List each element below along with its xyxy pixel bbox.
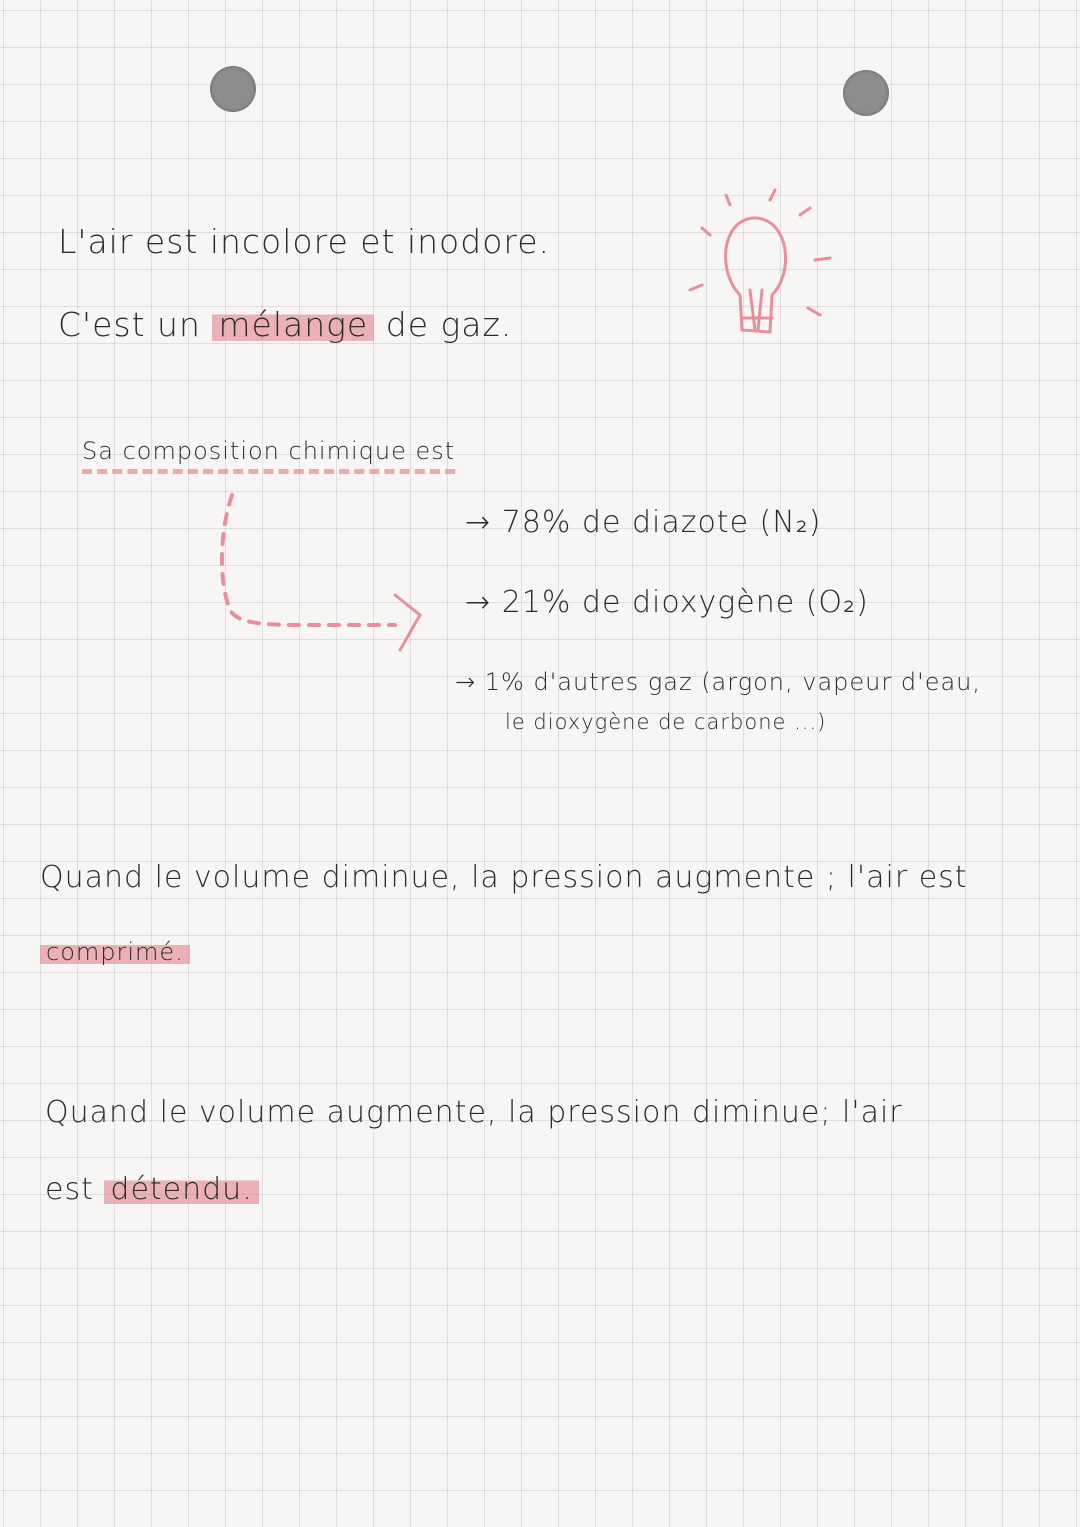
composition-item-2: [465, 585, 869, 620]
expansion-line: Quand le volume augmente, la pression diminue; l'air: [45, 1095, 903, 1130]
composition-heading: Sa composition chimique est: [82, 437, 455, 474]
compression-highlight-line: [40, 938, 190, 966]
arrow-right-icon: →: [465, 505, 492, 540]
composition-item-3-continued: le dioxygène de carbone ...): [505, 710, 827, 734]
highlight-melange: mélange: [212, 305, 374, 344]
arrow-right-icon: →: [455, 668, 477, 696]
composition-value-diazote: 78% de diazote (N₂): [501, 505, 822, 540]
composition-value-autres: 1% d'autres gaz (argon, vapeur d'eau,: [484, 668, 982, 696]
expansion-line-2: [45, 1172, 259, 1207]
composition-item-3: [455, 668, 981, 696]
intro-line-2-after: de gaz.: [385, 305, 513, 344]
lightbulb-icon: [680, 190, 860, 370]
binder-hole-left: [210, 66, 256, 112]
arrow-right-icon: →: [465, 585, 492, 620]
composition-item-1: [465, 505, 821, 540]
compression-line: Quand le volume diminue, la pression augmente ; l'air est: [40, 860, 968, 895]
expansion-before: est: [45, 1172, 94, 1207]
intro-line-2-before: C'est un: [58, 305, 201, 344]
intro-line-1: L'air est incolore et inodore.: [58, 222, 551, 261]
highlight-comprime: comprimé.: [40, 938, 190, 966]
intro-line-2: [58, 305, 512, 344]
composition-value-dioxygene: 21% de dioxygène (O₂): [501, 585, 869, 620]
bracket-arrow-icon: [210, 490, 430, 660]
binder-hole-right: [843, 70, 889, 116]
highlight-detendu: détendu.: [104, 1172, 258, 1207]
